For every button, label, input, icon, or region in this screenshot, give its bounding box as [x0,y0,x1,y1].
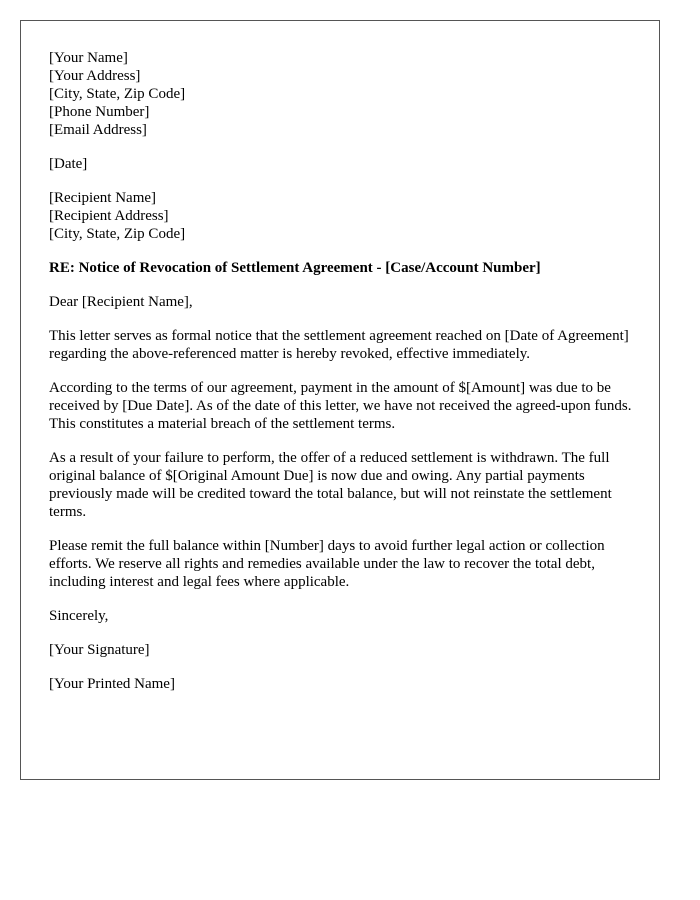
sender-phone: [Phone Number] [49,104,150,120]
letter-page [20,20,660,780]
signature-placeholder: [Your Signature] [49,642,150,658]
recipient-address: [Recipient Address] [49,208,169,224]
body-paragraph-1: This letter serves as formal notice that the settlement agreement reached on [Date of Agreement] regarding the above-referenced matter is hereby revoked, effective immediately. [49,328,629,362]
sender-email: [Email Address] [49,122,147,138]
sender-block [49,49,637,139]
sender-address: [Your Address] [49,68,141,84]
body-paragraph-2: According to the terms of our agreement, payment in the amount of $[Amount] was due to be received by [Due Date]. As of the date of this letter, we have not received the agreed-upon funds. This constitutes a material breach of the settlement terms. [49,380,632,432]
body-paragraph-4: Please remit the full balance within [Number] days to avoid further legal action or collection efforts. We reserve all rights and remedies available under the law to recover the total debt, including interest and legal fees where applicable. [49,538,605,590]
recipient-name: [Recipient Name] [49,190,157,206]
sender-name: [Your Name] [49,50,128,66]
sender-city-state-zip: [City, State, Zip Code] [49,86,186,102]
recipient-block [49,189,637,243]
letter-content [49,49,637,709]
printed-name: [Your Printed Name] [49,676,175,692]
recipient-city-state-zip: [City, State, Zip Code] [49,226,186,242]
salutation: Dear [Recipient Name], [49,294,193,310]
closing: Sincerely, [49,608,109,624]
date-line: [Date] [49,156,88,172]
body-paragraph-3: As a result of your failure to perform, the offer of a reduced settlement is withdrawn. The full original balance of $[Original Amount Due] is now due and owing. Any partial payments previously made will be credited toward the total balance, but will not reinstate the settlement terms. [49,450,612,520]
subject-line: RE: Notice of Revocation of Settlement Agreement - [Case/Account Number] [49,260,541,276]
